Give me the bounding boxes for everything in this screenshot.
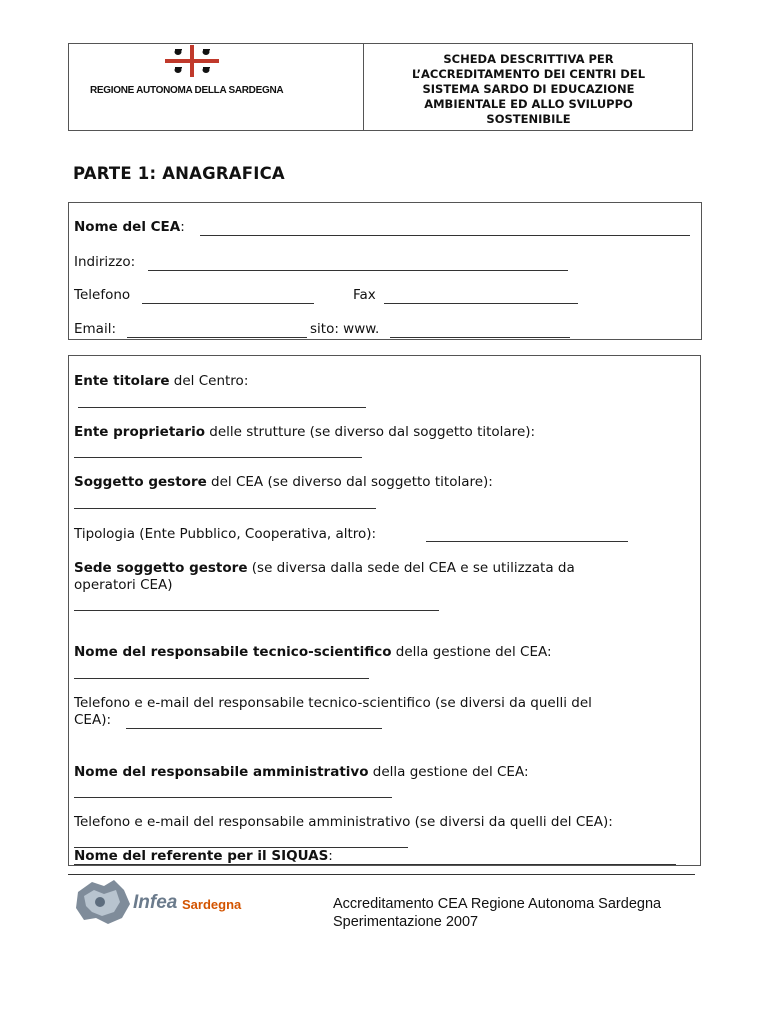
- ente-titolare-label: Ente titolare del Centro:: [74, 373, 249, 389]
- resp-amministrativo-label: Nome del responsabile amministrativo della gestione del CEA:: [74, 764, 529, 780]
- nome-cea-row: Nome del CEA:: [74, 219, 185, 235]
- soggetto-gestore-field[interactable]: [74, 508, 376, 509]
- ente-proprietario-label: Ente proprietario delle strutture (se diverso dal soggetto titolare):: [74, 424, 536, 440]
- tel-amministrativo-label: Telefono e e-mail del responsabile amministrativo (se diversi da quelli del CEA):: [74, 814, 613, 830]
- referente-siquas-label: Nome del referente per il SIQUAS:: [74, 848, 333, 864]
- sede-label-line2: operatori CEA): [74, 577, 173, 593]
- footer-line-2: Sperimentazione 2007: [333, 914, 479, 930]
- tel-tecnico-label-line2: CEA):: [74, 712, 112, 728]
- infea-sardegna-logo: [70, 878, 260, 928]
- tel-tecnico-label: Telefono e e-mail del responsabile tecnico-scientifico (se diversi da quelli del: [74, 695, 592, 711]
- email-label: Email:: [74, 321, 117, 337]
- telefono-label: Telefono: [74, 287, 131, 303]
- footer-divider: [68, 874, 695, 875]
- document-title: SCHEDA DESCRITTIVA PER L’ACCREDITAMENTO DEI CENTRI DEL SISTEMA SARDO DI EDUCAZIONE AMBIENTALE ED ALLO SVILUPPO SOSTENIBILE: [411, 52, 646, 126]
- resp-amministrativo-field[interactable]: [74, 797, 392, 798]
- part-title: PARTE 1: ANAGRAFICA: [73, 164, 285, 183]
- fax-label: Fax: [353, 287, 376, 303]
- sede-label: Sede soggetto gestore (se diversa dalla sede del CEA e se utilizzata da: [74, 560, 575, 576]
- soggetto-gestore-label: Soggetto gestore del CEA (se diverso dal soggetto titolare):: [74, 474, 493, 490]
- sede-field[interactable]: [74, 610, 439, 611]
- footer-text: [333, 895, 661, 931]
- referente-siquas-field[interactable]: [74, 864, 676, 865]
- tipologia-label: Tipologia (Ente Pubblico, Cooperativa, altro):: [74, 526, 377, 542]
- email-field[interactable]: [127, 337, 307, 338]
- indirizzo-field[interactable]: [148, 270, 568, 271]
- header-divider: [363, 43, 364, 131]
- footer-line-1: Accreditamento CEA Regione Autonoma Sardegna: [333, 896, 662, 912]
- tel-tecnico-field[interactable]: [126, 728, 382, 729]
- fax-field[interactable]: [384, 303, 578, 304]
- sito-field[interactable]: [390, 337, 570, 338]
- region-name: REGIONE AUTONOMA DELLA SARDEGNA: [90, 85, 284, 96]
- svg-text:Infea: Infea: [133, 892, 178, 913]
- resp-tecnico-field[interactable]: [74, 678, 369, 679]
- ente-titolare-field[interactable]: [78, 407, 366, 408]
- nome-cea-field[interactable]: [200, 235, 690, 236]
- sito-label: sito: www.: [310, 321, 380, 337]
- indirizzo-label: Indirizzo:: [74, 254, 136, 270]
- sardinia-flag-logo: [165, 45, 219, 77]
- ente-proprietario-field[interactable]: [74, 457, 362, 458]
- resp-tecnico-label: Nome del responsabile tecnico-scientifico della gestione del CEA:: [74, 644, 552, 660]
- svg-text:Sardegna: Sardegna: [182, 897, 242, 912]
- tipologia-field[interactable]: [426, 541, 628, 542]
- telefono-field[interactable]: [142, 303, 314, 304]
